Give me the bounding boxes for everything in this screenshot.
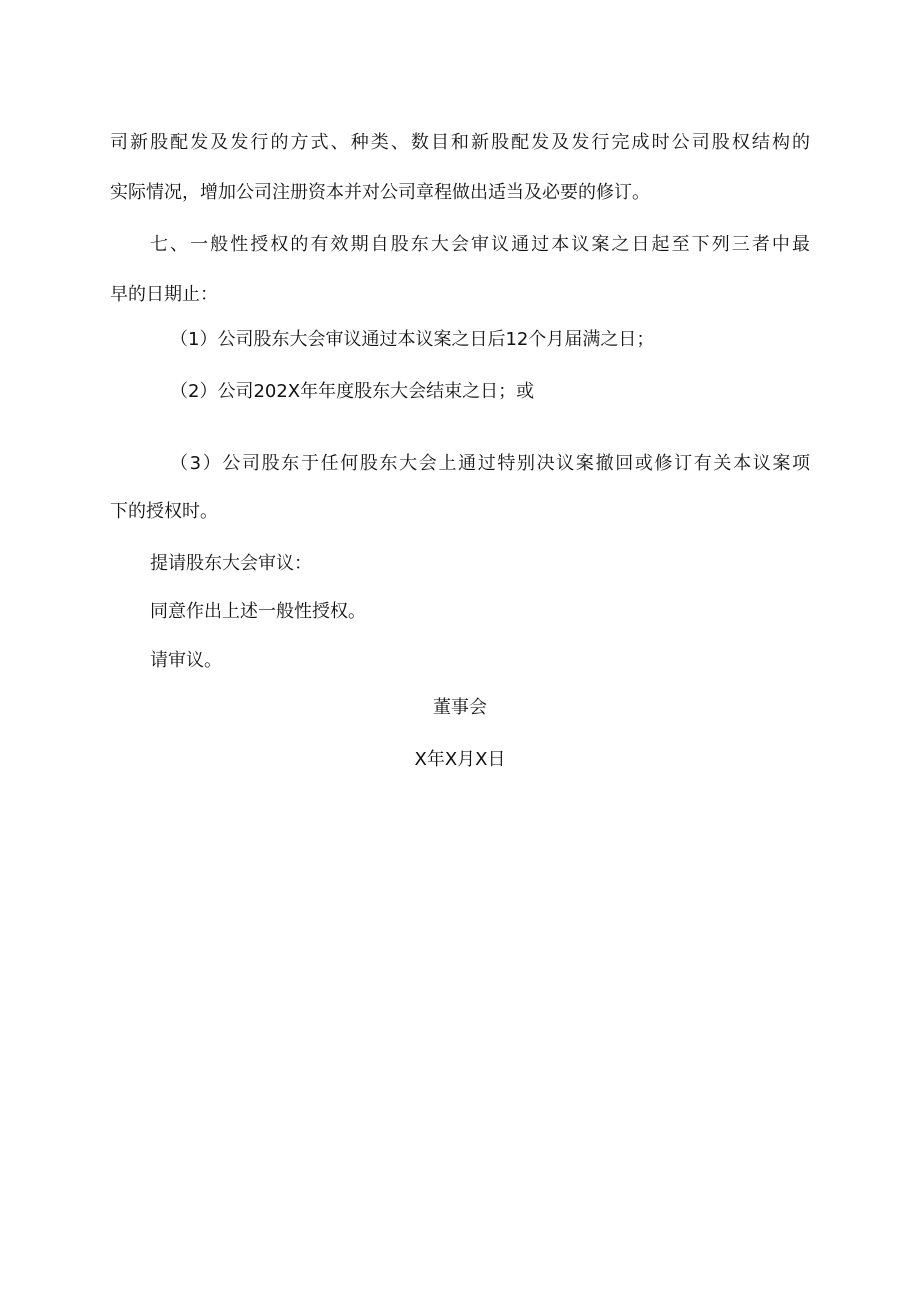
paragraph-line: 司新股配发及发行的方式、种类、数目和新股配发及发行完成时公司股权结构的 [110,132,810,153]
paragraph-line: 实际情况，增加公司注册资本并对公司章程做出适当及必要的修订。 [110,182,650,203]
section-seven-line: 早的日期止： [110,284,218,305]
list-item: （3）公司股东于任何股东大会上通过特别决议案撤回或修订有关本议案项 [170,453,810,474]
request-text: 提请股东大会审议： [150,553,312,574]
list-item: （2）公司202X年年度股东大会结束之日；或 [170,381,535,402]
review-request-text: 请审议。 [150,650,222,671]
board-signature: 董事会 [433,697,487,718]
list-item-continuation: 下的授权时。 [110,501,218,522]
signature-date: X年X月X日 [414,749,506,770]
list-item: （1）公司股东大会审议通过本议案之日后12个月届满之日； [170,329,655,350]
section-seven-line: 七、一般性授权的有效期自股东大会审议通过本议案之日起至下列三者中最 [150,234,810,255]
agreement-text: 同意作出上述一般性授权。 [150,601,366,622]
